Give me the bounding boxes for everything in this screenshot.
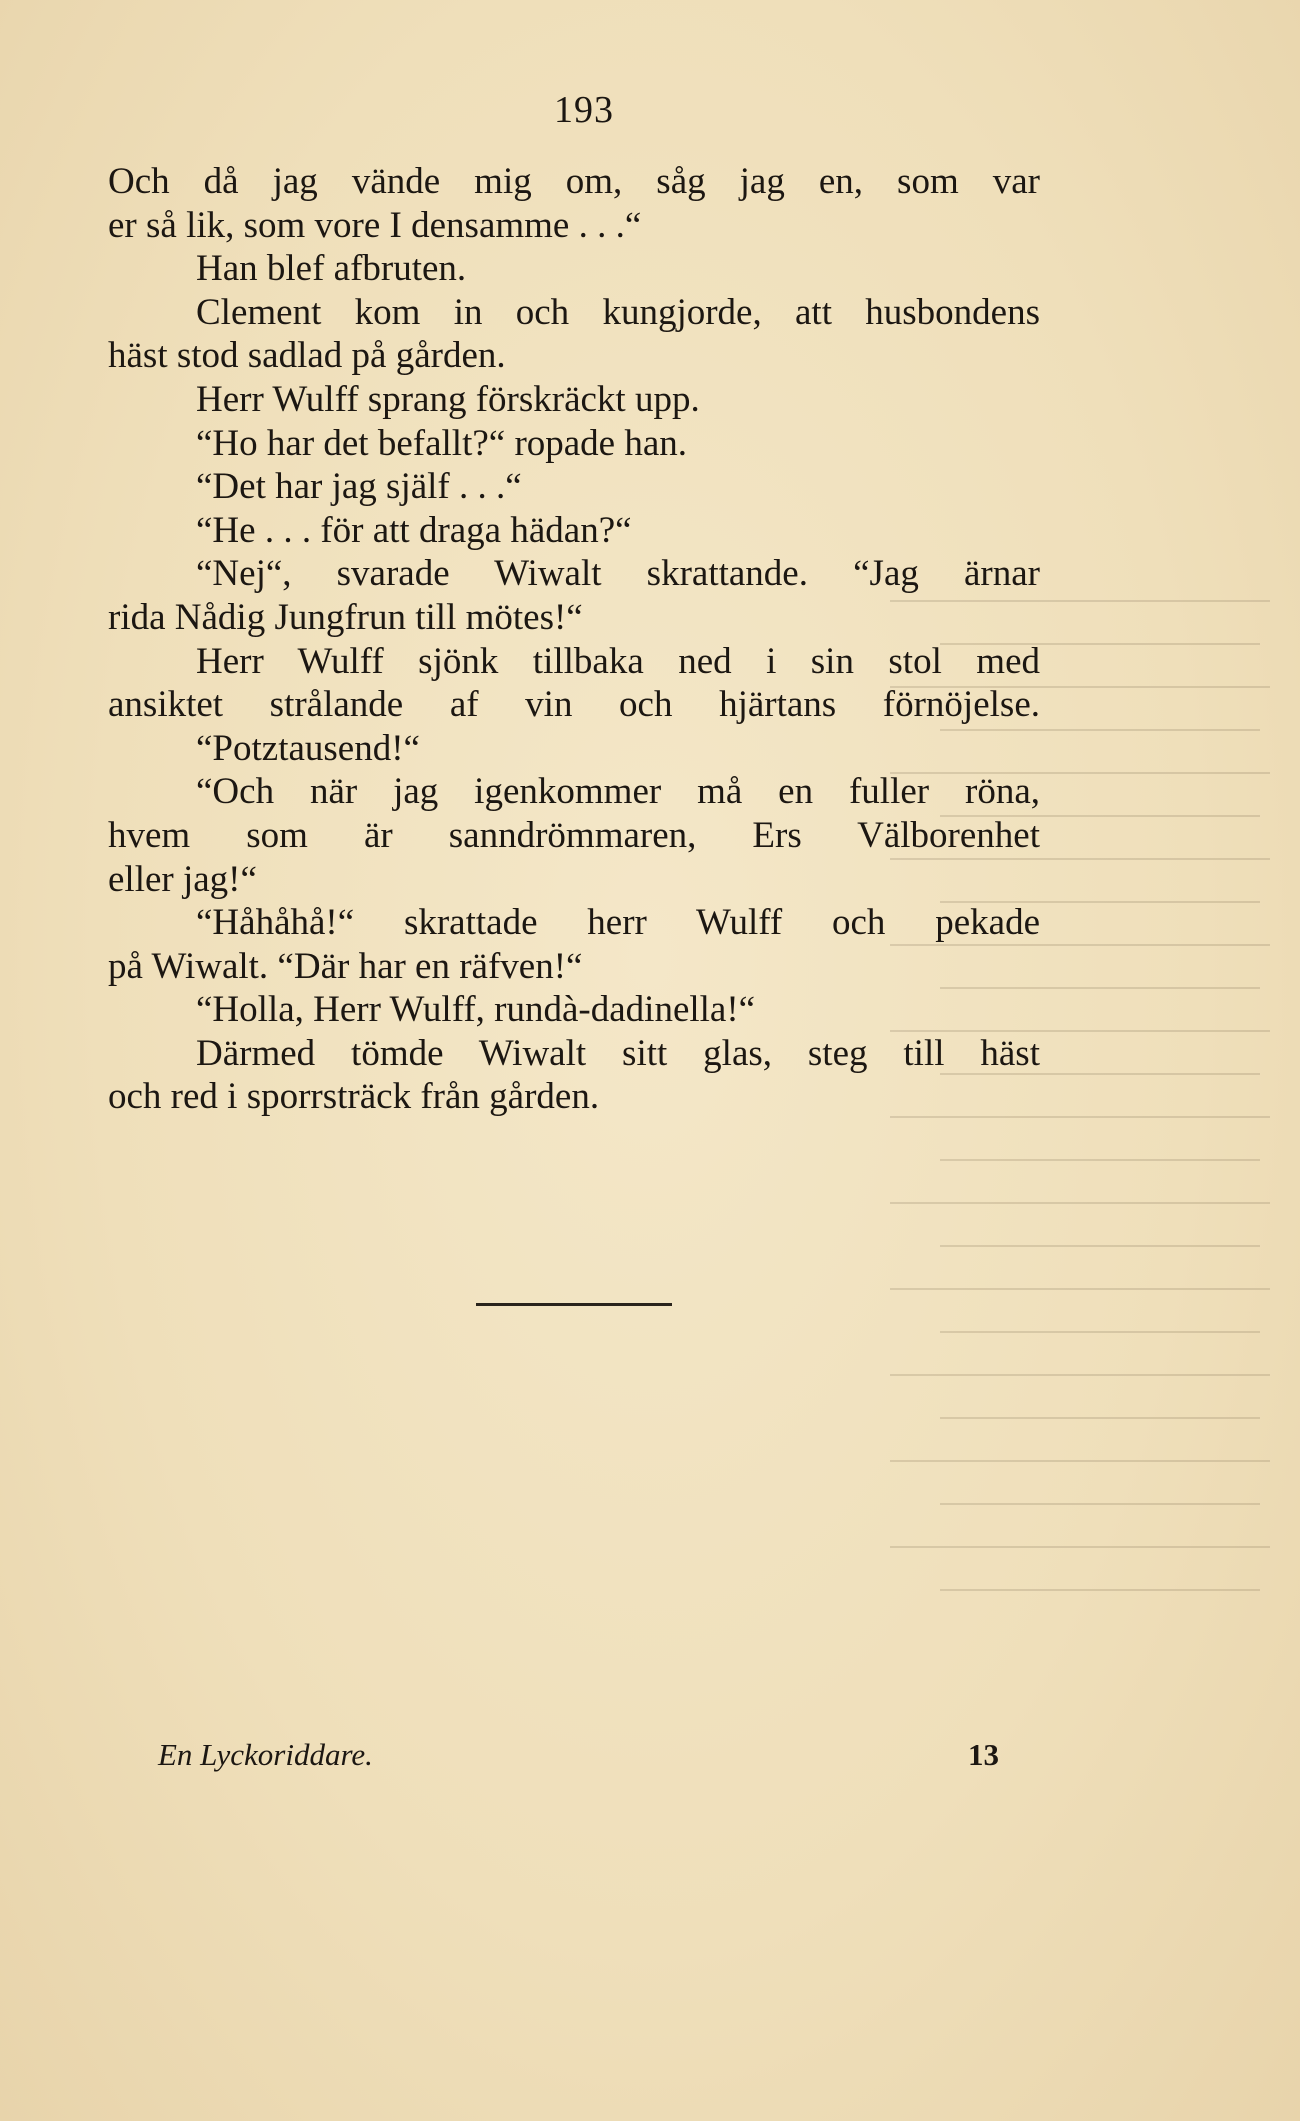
text-line: Clement kom in och kungjorde, att husbondens [196, 291, 1040, 333]
section-divider [476, 1303, 672, 1306]
text-line: eller jag!“ [108, 858, 257, 900]
text-line: “Holla, Herr Wulff, rundà-dadinella!“ [196, 989, 756, 1031]
text-line: “He . . . för att draga hädan?“ [196, 509, 632, 551]
text-line: Herr Wulff sprang förskräckt upp. [196, 378, 700, 420]
footer-book-title: En Lyckoriddare. [158, 1737, 373, 1772]
text-line: “Ho har det befallt?“ ropade han. [196, 422, 688, 464]
text-line: rida Nådig Jungfrun till mötes!“ [108, 596, 583, 638]
text-line: “Nej“, svarade Wiwalt skrattande. “Jag ärnar [196, 553, 1040, 595]
text-line: ansiktet strålande af vin och hjärtans förnöjelse. [108, 684, 1040, 726]
text-line: Han blef afbruten. [196, 248, 467, 290]
text-line: Herr Wulff sjönk tillbaka ned i sin stol med [196, 640, 1040, 682]
text-line: “Håhåhå!“ skrattade herr Wulff och pekade [196, 902, 1040, 944]
text-line: Och då jag vände mig om, såg jag en, som var [108, 161, 1040, 202]
body-text [108, 160, 1040, 1119]
text-line: på Wiwalt. “Där har en räfven!“ [108, 945, 583, 987]
text-line: er så lik, som vore I densamme . . .“ [108, 204, 642, 246]
text-line: Därmed tömde Wiwalt sitt glas, steg till häst [196, 1032, 1040, 1074]
text-line: “Det har jag själf . . .“ [196, 466, 522, 508]
text-line: “Och när jag igenkommer må en fuller röna, [196, 771, 1040, 813]
text-line: “Potztausend!“ [196, 727, 420, 769]
footer-signature-mark: 13 [968, 1737, 999, 1772]
page-number: 193 [554, 89, 614, 131]
text-line: häst stod sadlad på gården. [108, 335, 506, 377]
text-line: och red i sporrsträck från gården. [108, 1076, 600, 1118]
text-line: hvem som är sanndrömmaren, Ers Välborenhet [108, 814, 1040, 856]
